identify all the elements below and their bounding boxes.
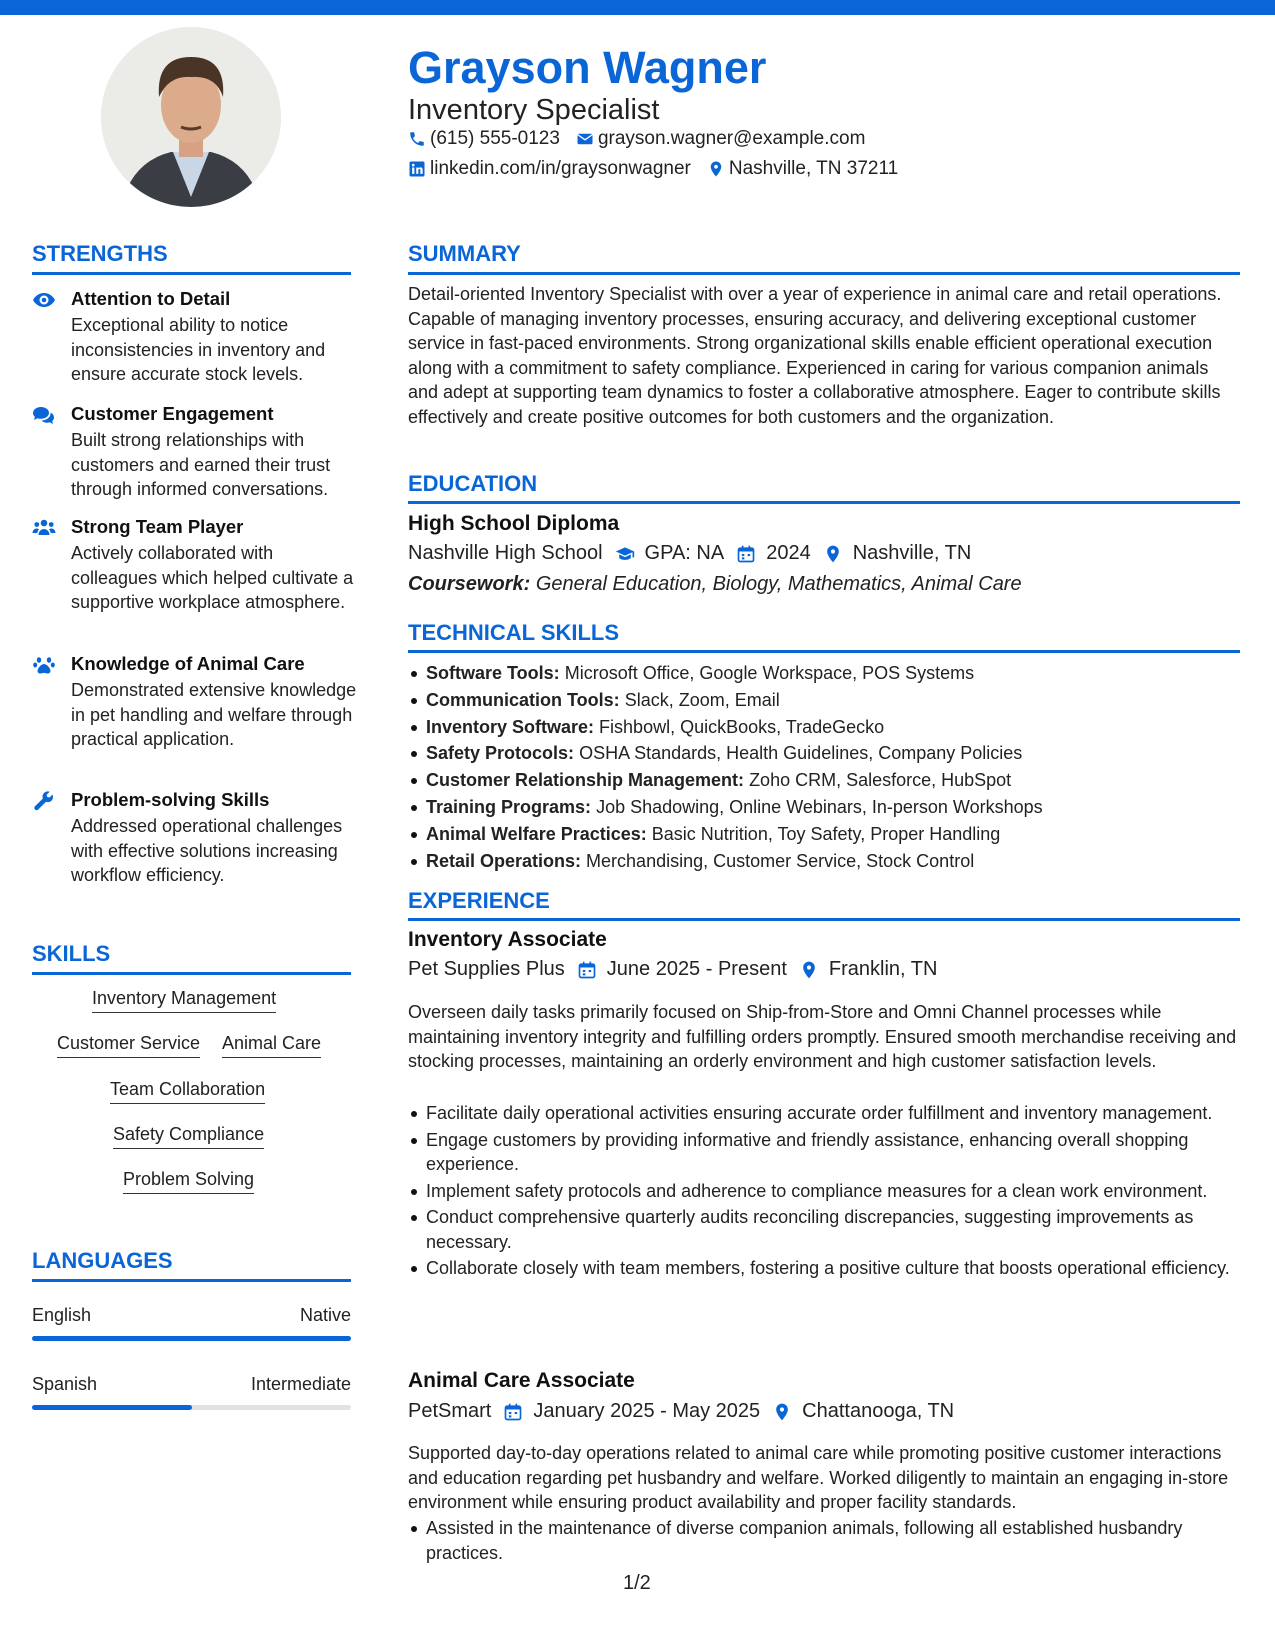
- job-bullet: Conduct comprehensive quarterly audits reconciling discrepancies, suggesting improvements as necessary.: [408, 1205, 1238, 1254]
- skill-tag: Problem Solving: [123, 1169, 254, 1194]
- skills-heading: SKILLS: [32, 941, 111, 966]
- strength-title: Knowledge of Animal Care: [71, 653, 305, 674]
- page-number: 1/2: [623, 1572, 651, 1594]
- eye-icon: [32, 290, 56, 310]
- strength-item: [32, 516, 352, 641]
- tech-skill-item: [408, 794, 1238, 821]
- tech-skill-value: Fishbowl, QuickBooks, TradeGecko: [599, 716, 885, 737]
- tech-skill-value: Merchandising, Customer Service, Stock Control: [586, 850, 975, 871]
- technical-skills-list: [408, 660, 1238, 874]
- strength-title: Strong Team Player: [71, 516, 244, 537]
- map-marker-icon: [707, 160, 725, 178]
- coursework-label: Coursework:: [408, 573, 531, 595]
- skill-tag: Inventory Management: [92, 988, 276, 1013]
- profile-photo: [101, 27, 281, 207]
- tech-skill-label: Retail Operations:: [426, 850, 582, 871]
- tech-skill-label: Safety Protocols:: [426, 743, 575, 764]
- linkedin-text: linkedin.com/in/graysonwagner: [430, 158, 691, 179]
- school-name: Nashville High School: [408, 542, 603, 564]
- tech-skill-item: [408, 714, 1238, 741]
- language-bar: [32, 1336, 351, 1341]
- strength-desc: Built strong relationships with customers and earned their trust through informed conversations.: [71, 430, 331, 499]
- strength-title: Attention to Detail: [71, 288, 231, 309]
- candidate-title: Inventory Specialist: [408, 94, 660, 126]
- strength-item: [32, 288, 352, 388]
- graduation-cap-icon: [615, 544, 635, 564]
- strength-desc: Actively collaborated with colleagues which helped cultivate a supportive workplace atmosphere.: [71, 543, 354, 612]
- strength-item: [32, 653, 357, 778]
- tech-skill-item: [408, 687, 1238, 714]
- language-bar: [32, 1405, 351, 1410]
- education-divider: [408, 501, 1240, 504]
- experience-divider: [408, 918, 1240, 921]
- tech-skill-item: [408, 767, 1238, 794]
- strength-title: Problem-solving Skills: [71, 789, 270, 810]
- email-item[interactable]: [576, 128, 865, 150]
- top-accent-bar: [0, 0, 1275, 15]
- tech-skill-value: Zoho CRM, Salesforce, HubSpot: [749, 770, 1012, 791]
- contact-row-1: [408, 128, 881, 150]
- strength-desc: Addressed operational challenges with effective solutions increasing workflow efficiency.: [71, 816, 343, 885]
- map-marker-icon: [823, 544, 843, 564]
- paw-icon: [32, 655, 56, 675]
- skill-tag: Safety Compliance: [113, 1124, 264, 1149]
- job-bullet: Collaborate closely with team members, fostering a positive culture that boosts operational efficiency.: [408, 1256, 1238, 1281]
- coursework-line: [408, 573, 1022, 596]
- phone-icon: [408, 130, 426, 148]
- tech-skill-label: Customer Relationship Management:: [426, 770, 745, 791]
- skill-tag: Customer Service: [57, 1033, 200, 1058]
- tech-skill-label: Software Tools:: [426, 663, 560, 683]
- candidate-name: Grayson Wagner: [408, 42, 767, 93]
- tech-skill-label: Training Programs:: [426, 796, 592, 817]
- phone-item[interactable]: [408, 128, 560, 150]
- strengths-divider: [32, 272, 351, 275]
- skills-divider: [32, 972, 351, 975]
- users-icon: [32, 518, 56, 538]
- skill-tag: Team Collaboration: [110, 1079, 265, 1104]
- job-bullets: [408, 1516, 1238, 1567]
- location-text: Nashville, TN 37211: [728, 158, 899, 179]
- tech-skill-value: Microsoft Office, Google Workspace, POS Systems: [564, 663, 975, 683]
- job-bullet: Engage customers by providing informative and friendly assistance, enhancing overall shopping experience.: [408, 1128, 1238, 1177]
- comments-icon: [32, 405, 56, 425]
- strength-desc: Exceptional ability to notice inconsistencies in inventory and ensure accurate stock levels.: [71, 315, 326, 384]
- school-location: Nashville, TN: [852, 542, 972, 564]
- tech-skill-label: Animal Welfare Practices:: [426, 823, 647, 844]
- language-level: Intermediate: [250, 1374, 351, 1394]
- company-name: Pet Supplies Plus: [408, 958, 565, 980]
- strength-title: Customer Engagement: [71, 403, 274, 424]
- tech-skill-value: Slack, Zoom, Email: [624, 689, 780, 710]
- education-meta: [408, 542, 971, 565]
- language-level: Native: [299, 1305, 351, 1325]
- language-name: English: [32, 1305, 92, 1325]
- language-bar-fill: [32, 1336, 351, 1341]
- email-text: grayson.wagner@example.com: [597, 128, 866, 149]
- envelope-icon: [576, 130, 594, 148]
- job-title: Animal Care Associate: [408, 1369, 635, 1392]
- job-description: Overseen daily tasks primarily focused on Ship-from-Store and Omni Channel processes while maintaining inventory integrity and fulfilling orders promptly. Ensured smooth merchandise receiving and stocking processes, maintaining an orderly environment and high customer satisfaction levels.: [408, 1002, 1237, 1071]
- summary-divider: [408, 272, 1240, 275]
- job-dates: January 2025 - May 2025: [533, 1400, 761, 1422]
- tech-skill-value: Basic Nutrition, Toy Safety, Proper Handling: [651, 823, 1001, 844]
- calendar-icon: [736, 544, 756, 564]
- languages-heading: LANGUAGES: [32, 1248, 173, 1273]
- job-bullets: [408, 1101, 1238, 1283]
- job-title: Inventory Associate: [408, 928, 607, 951]
- tech-skill-item: [408, 740, 1238, 767]
- job-meta: [408, 1400, 954, 1423]
- linkedin-item[interactable]: [408, 158, 691, 180]
- job-bullet: Facilitate daily operational activities ensuring accurate order fulfillment and inventory management.: [408, 1101, 1238, 1126]
- job-dates: June 2025 - Present: [606, 958, 787, 980]
- wrench-icon: [32, 791, 56, 811]
- map-marker-icon: [772, 1402, 792, 1422]
- tech-skill-value: Job Shadowing, Online Webinars, In-person Workshops: [596, 796, 1043, 817]
- gpa-text: GPA: NA: [644, 542, 725, 564]
- education-heading: EDUCATION: [408, 471, 538, 496]
- degree-title: High School Diploma: [408, 512, 620, 535]
- languages-divider: [32, 1279, 351, 1282]
- coursework-text: General Education, Biology, Mathematics, Animal Care: [535, 573, 1022, 595]
- summary-text: Detail-oriented Inventory Specialist with over a year of experience in animal care and retail operations. Capable of managing inventory processes, ensuring accuracy, and delivering exceptional customer service in fast-paced environments. Strong organizational skills enable efficient operational execution along with a commitment to safety compliance. Experienced in caring for various companion animals and adept at supporting team dynamics to foster a collaborative atmosphere. Eager to contribute skills effectively and create positive outcomes for both customers and the organization.: [408, 284, 1222, 427]
- calendar-icon: [503, 1402, 523, 1422]
- job-description: Supported day-to-day operations related to animal care while promoting positive customer interactions and education regarding pet husbandry and welfare. Worked diligently to maintain an engaging in-store environment while ensuring product availability and proper facility standards.: [408, 1443, 1229, 1512]
- tech-skill-label: Inventory Software:: [426, 716, 595, 737]
- tech-skill-item: [408, 848, 1238, 875]
- job-location: Franklin, TN: [828, 958, 938, 980]
- graduation-year: 2024: [766, 542, 811, 564]
- phone-text: (615) 555-0123: [430, 128, 560, 149]
- experience-heading: EXPERIENCE: [408, 888, 550, 913]
- contact-row-2: [408, 158, 914, 180]
- strength-item: [32, 789, 352, 914]
- technical-skills-heading: TECHNICAL SKILLS: [408, 620, 620, 645]
- language-bar-fill: [32, 1405, 192, 1410]
- strength-item: [32, 403, 352, 503]
- calendar-icon: [577, 960, 597, 980]
- linkedin-icon: [408, 160, 426, 178]
- tech-skill-item: [408, 660, 1238, 687]
- tech-skill-value: OSHA Standards, Health Guidelines, Company Policies: [579, 743, 1023, 764]
- map-marker-icon: [799, 960, 819, 980]
- skill-tag: Animal Care: [222, 1033, 321, 1058]
- tech-skill-item: [408, 821, 1238, 848]
- summary-heading: SUMMARY: [408, 241, 521, 266]
- job-location: Chattanooga, TN: [802, 1400, 955, 1422]
- strengths-heading: STRENGTHS: [32, 241, 168, 266]
- technical-skills-divider: [408, 650, 1240, 653]
- strength-desc: Demonstrated extensive knowledge in pet handling and welfare through practical application.: [71, 680, 357, 749]
- location-item: [707, 158, 898, 180]
- job-meta: [408, 958, 937, 981]
- job-bullet: Implement safety protocols and adherence to compliance measures for a clean work environment.: [408, 1179, 1238, 1204]
- language-name: Spanish: [32, 1374, 98, 1394]
- tech-skill-label: Communication Tools:: [426, 689, 620, 710]
- company-name: PetSmart: [408, 1400, 492, 1422]
- job-bullet: Assisted in the maintenance of diverse companion animals, following all established husbandry practices.: [408, 1516, 1238, 1565]
